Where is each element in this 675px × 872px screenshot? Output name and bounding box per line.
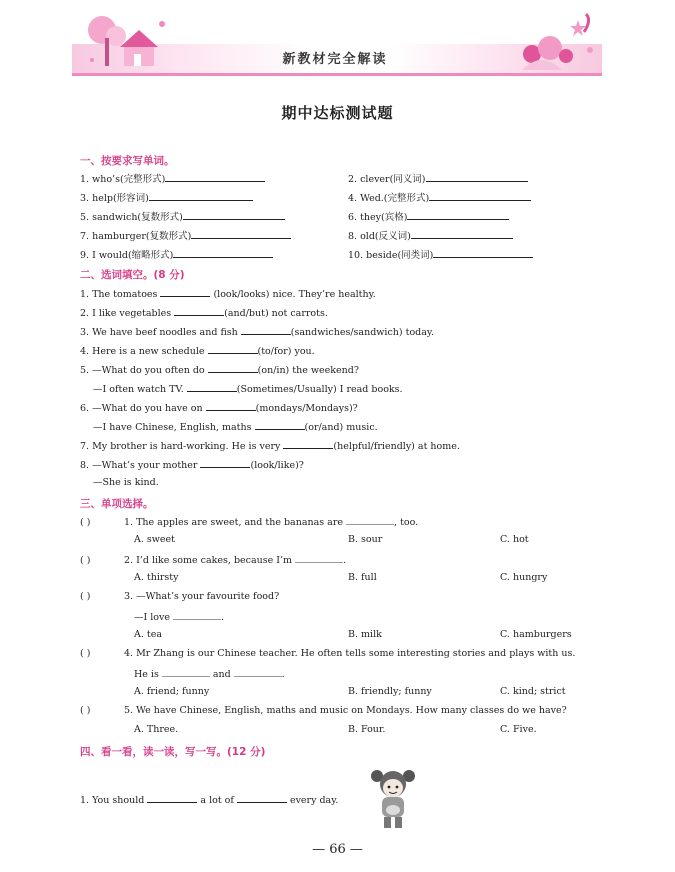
s2-line-6b: —I have Chinese, English, maths (or/and) music. <box>93 422 378 433</box>
q2-option-b: B. full <box>348 572 377 583</box>
q3-option-c: C. hamburgers <box>500 629 572 640</box>
q5-option-c: C. Five. <box>500 724 537 735</box>
s1-item-9: 9. I would(缩略形式) <box>80 248 273 262</box>
q3-sub: —I love . <box>134 612 225 623</box>
q1-option-c: C. hot <box>500 534 529 545</box>
s1-item-1: 1. who’s(完整形式) <box>80 172 265 186</box>
q3-stem: ( ) 3. —What’s your favourite food? <box>80 591 280 602</box>
section-3-title: 三、单项选择。 <box>80 498 154 510</box>
s1-item-6: 6. they(宾格) <box>348 210 509 224</box>
q1-option-a: A. sweet <box>134 534 175 545</box>
s1-item-3: 3. help(形容词) <box>80 191 253 205</box>
s2-line-3: 3. We have beef noodles and fish (sandwiches/sandwich) today. <box>80 327 435 338</box>
q3-option-b: B. milk <box>348 629 382 640</box>
q5-option-a: A. Three. <box>134 724 179 735</box>
s2-line-6: 6. —What do you have on (mondays/Mondays)? <box>80 403 358 414</box>
section-4-title: 四、看一看，读一读，写一写。(12 分) <box>80 746 266 758</box>
s2-line-8: 8. —What’s your mother (look/like)? <box>80 460 304 471</box>
s1-item-8: 8. old(反义词) <box>348 229 513 243</box>
s1-item-7: 7. hamburger(复数形式) <box>80 229 291 243</box>
q4-option-b: B. friendly; funny <box>348 686 432 697</box>
q1-stem: ( ) 1. The apples are sweet, and the bananas are , too. <box>80 517 419 528</box>
q4-option-a: A. friend; funny <box>134 686 210 697</box>
q3-option-a: A. tea <box>134 629 163 640</box>
plant-decoration <box>502 10 602 74</box>
q2-stem: ( ) 2. I’d like some cakes, because I’m . <box>80 555 347 566</box>
s2-line-5b: —I often watch TV. (Sometimes/Usually) I read books. <box>93 384 403 395</box>
page-header <box>72 10 602 80</box>
s2-line-2: 2. I like vegetables (and/but) not carrots. <box>80 308 328 319</box>
q5-option-b: B. Four. <box>348 724 386 735</box>
s1-item-2: 2. clever(同义词) <box>348 172 528 186</box>
s2-line-4: 4. Here is a new schedule (to/for) you. <box>80 346 315 357</box>
s1-item-4: 4. Wed.(完整形式) <box>348 191 531 205</box>
section-1-title: 一、按要求写单词。 <box>80 155 175 167</box>
s2-line-7: 7. My brother is hard-working. He is very (helpful/friendly) at home. <box>80 441 460 452</box>
q2-option-c: C. hungry <box>500 572 548 583</box>
q4-stem: ( ) 4. Mr Zhang is our Chinese teacher. He often tells some interesting stories and plays with us. <box>80 648 576 659</box>
page-title: 期中达标测试题 <box>281 104 394 122</box>
s2-line-5: 5. —What do you often do (on/in) the weekend? <box>80 365 359 376</box>
q4-option-c: C. kind; strict <box>500 686 566 697</box>
s1-item-10: 10. beside(同类词) <box>348 248 533 262</box>
s2-line-8b: —She is kind. <box>93 477 159 488</box>
section-2-title: 二、选词填空。(8 分) <box>80 269 185 281</box>
q2-option-a: A. thirsty <box>134 572 179 583</box>
girl-illustration <box>368 764 418 832</box>
house-tree-decoration <box>72 10 182 74</box>
q1-option-b: B. sour <box>348 534 383 545</box>
q4-sub: He is and . <box>134 669 285 680</box>
header-title: 新教材完全解读 <box>282 52 388 67</box>
q5-stem: ( ) 5. We have Chinese, English, maths and music on Mondays. How many classes do we have? <box>80 705 567 716</box>
s4-line-1: 1. You should a lot of every day. <box>80 795 339 806</box>
s1-item-5: 5. sandwich(复数形式) <box>80 210 285 224</box>
s2-line-1: 1. The tomatoes (look/looks) nice. They’re healthy. <box>80 289 376 300</box>
page-number: — 66 — <box>312 842 363 857</box>
